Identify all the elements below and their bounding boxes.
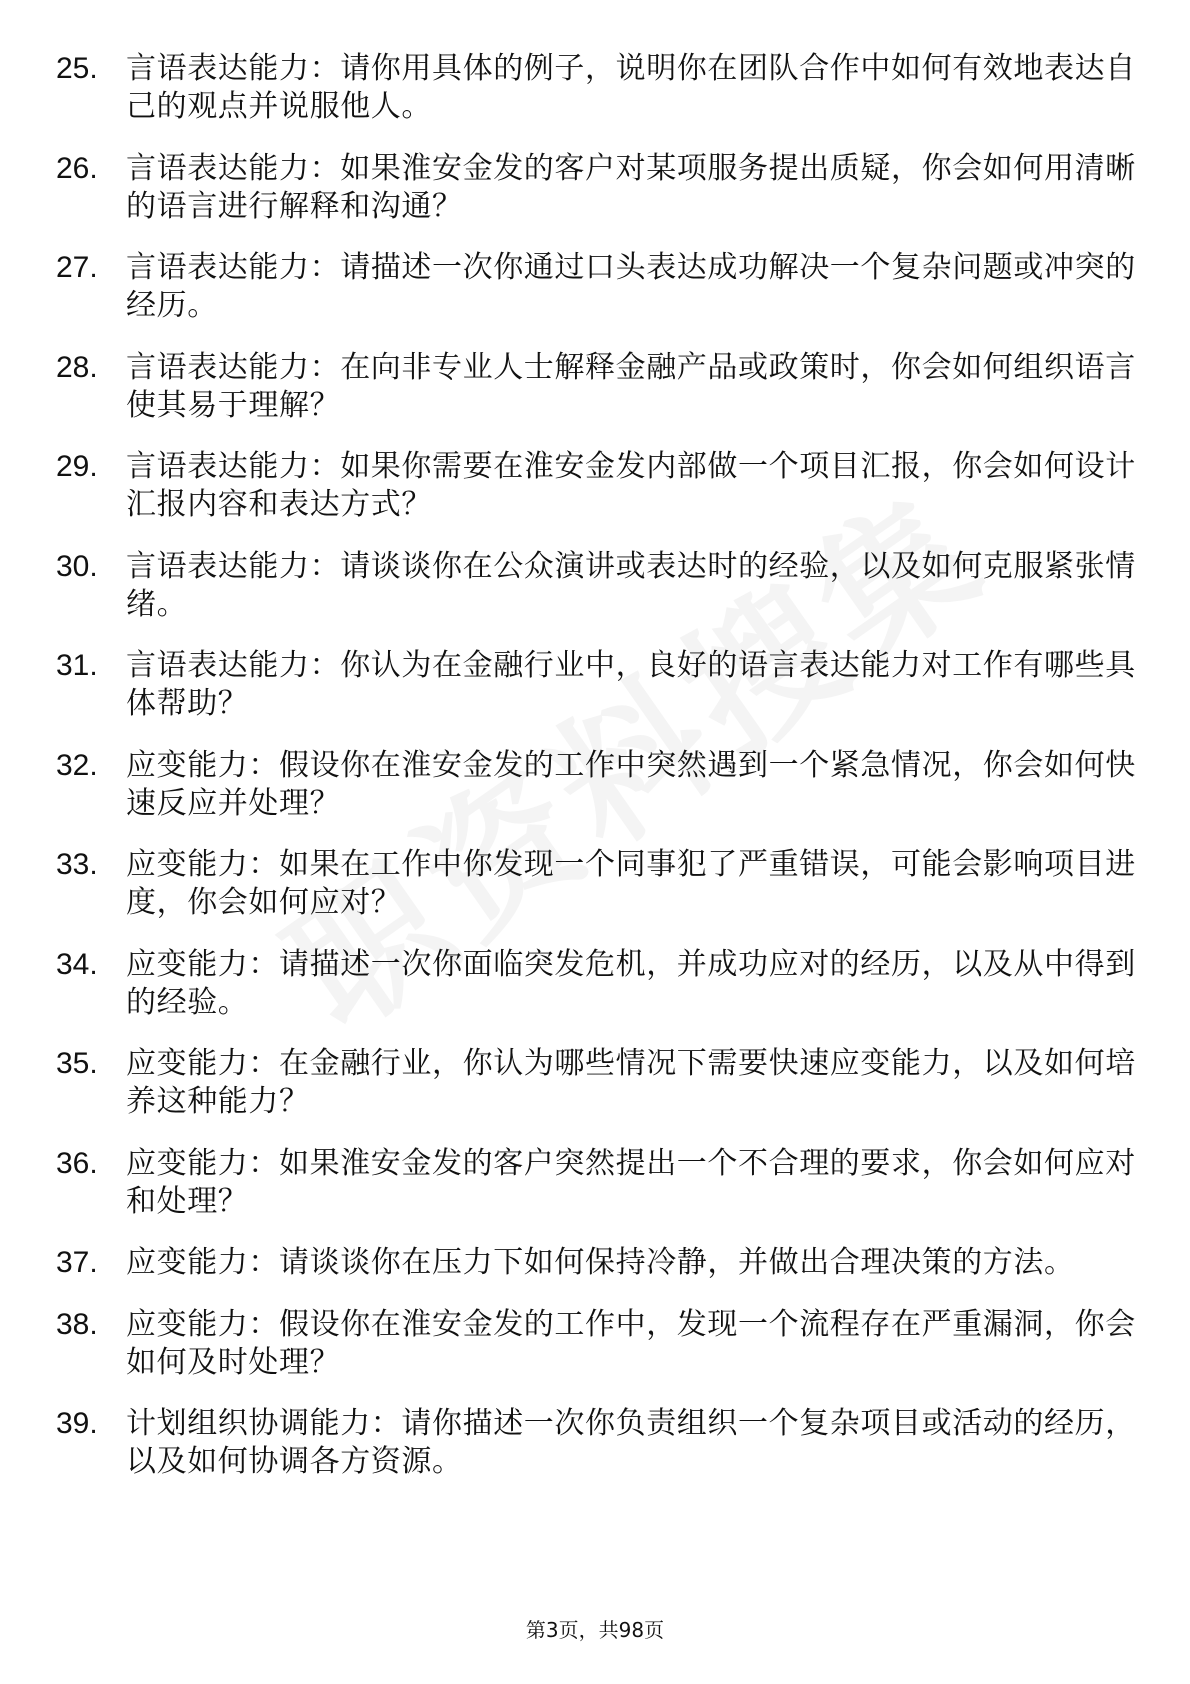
question-item bbox=[56, 846, 1136, 922]
question-item bbox=[56, 1045, 1136, 1121]
question-number: 31. bbox=[56, 649, 98, 682]
question-number: 35. bbox=[56, 1047, 98, 1080]
question-item bbox=[56, 249, 1136, 325]
question-text: 应变能力：如果在工作中你发现一个同事犯了严重错误，可能会影响项目进度，你会如何应对？ bbox=[126, 847, 1136, 920]
question-item bbox=[56, 349, 1136, 425]
question-text: 应变能力：如果淮安金发的客户突然提出一个不合理的要求，你会如何应对和处理？ bbox=[126, 1145, 1136, 1219]
question-item bbox=[56, 448, 1136, 524]
question-text: 言语表达能力：如果你需要在淮安金发内部做一个项目汇报，你会如何设计汇报内容和表达方式？ bbox=[126, 449, 1136, 522]
question-text: 言语表达能力：请谈谈你在公众演讲或表达时的经验，以及如何克服紧张情绪。 bbox=[126, 548, 1136, 622]
question-item bbox=[56, 1145, 1136, 1221]
question-text: 言语表达能力：请描述一次你通过口头表达成功解决一个复杂问题或冲突的经历。 bbox=[126, 250, 1136, 323]
question-item bbox=[56, 50, 1136, 126]
question-item bbox=[56, 747, 1136, 823]
question-number: 28. bbox=[56, 350, 98, 384]
question-number: 26. bbox=[56, 151, 98, 185]
question-number: 29. bbox=[56, 450, 98, 483]
question-text: 言语表达能力：你认为在金融行业中，良好的语言表达能力对工作有哪些具体帮助？ bbox=[126, 648, 1136, 721]
page-footer bbox=[0, 1614, 1190, 1643]
question-number: 36. bbox=[56, 1146, 98, 1180]
question-item bbox=[56, 1405, 1136, 1481]
question-number: 25. bbox=[56, 52, 98, 85]
question-item bbox=[56, 548, 1136, 624]
page-number-label: 第3页，共98页 bbox=[525, 1618, 665, 1642]
question-number: 34. bbox=[56, 947, 98, 981]
question-number: 37. bbox=[56, 1246, 98, 1279]
question-item bbox=[56, 1306, 1136, 1382]
question-item bbox=[56, 150, 1136, 226]
question-number: 33. bbox=[56, 848, 98, 881]
question-text: 应变能力：假设你在淮安金发的工作中突然遇到一个紧急情况，你会如何快速反应并处理？ bbox=[126, 747, 1136, 821]
question-item bbox=[56, 647, 1136, 723]
question-item bbox=[56, 1244, 1136, 1282]
question-item bbox=[56, 946, 1136, 1022]
question-list bbox=[56, 50, 1136, 1505]
question-text: 应变能力：假设你在淮安金发的工作中，发现一个流程存在严重漏洞，你会如何及时处理？ bbox=[126, 1306, 1136, 1380]
question-text: 应变能力：请谈谈你在压力下如何保持冷静，并做出合理决策的方法。 bbox=[126, 1245, 1075, 1280]
question-text: 应变能力：请描述一次你面临突发危机，并成功应对的经历，以及从中得到的经验。 bbox=[126, 946, 1136, 1020]
question-number: 32. bbox=[56, 748, 98, 782]
question-text: 应变能力：在金融行业，你认为哪些情况下需要快速应变能力，以及如何培养这种能力？ bbox=[126, 1046, 1136, 1119]
question-number: 38. bbox=[56, 1307, 98, 1341]
question-number: 39. bbox=[56, 1407, 98, 1440]
question-number: 30. bbox=[56, 549, 98, 583]
question-text: 言语表达能力：请你用具体的例子，说明你在团队合作中如何有效地表达自己的观点并说服他人。 bbox=[126, 51, 1136, 124]
question-text: 计划组织协调能力：请你描述一次你负责组织一个复杂项目或活动的经历，以及如何协调各方资源。 bbox=[126, 1406, 1136, 1479]
question-text: 言语表达能力：如果淮安金发的客户对某项服务提出质疑，你会如何用清晰的语言进行解释和沟通？ bbox=[126, 150, 1136, 224]
question-number: 27. bbox=[56, 251, 98, 284]
question-text: 言语表达能力：在向非专业人士解释金融产品或政策时，你会如何组织语言使其易于理解？ bbox=[126, 349, 1136, 423]
